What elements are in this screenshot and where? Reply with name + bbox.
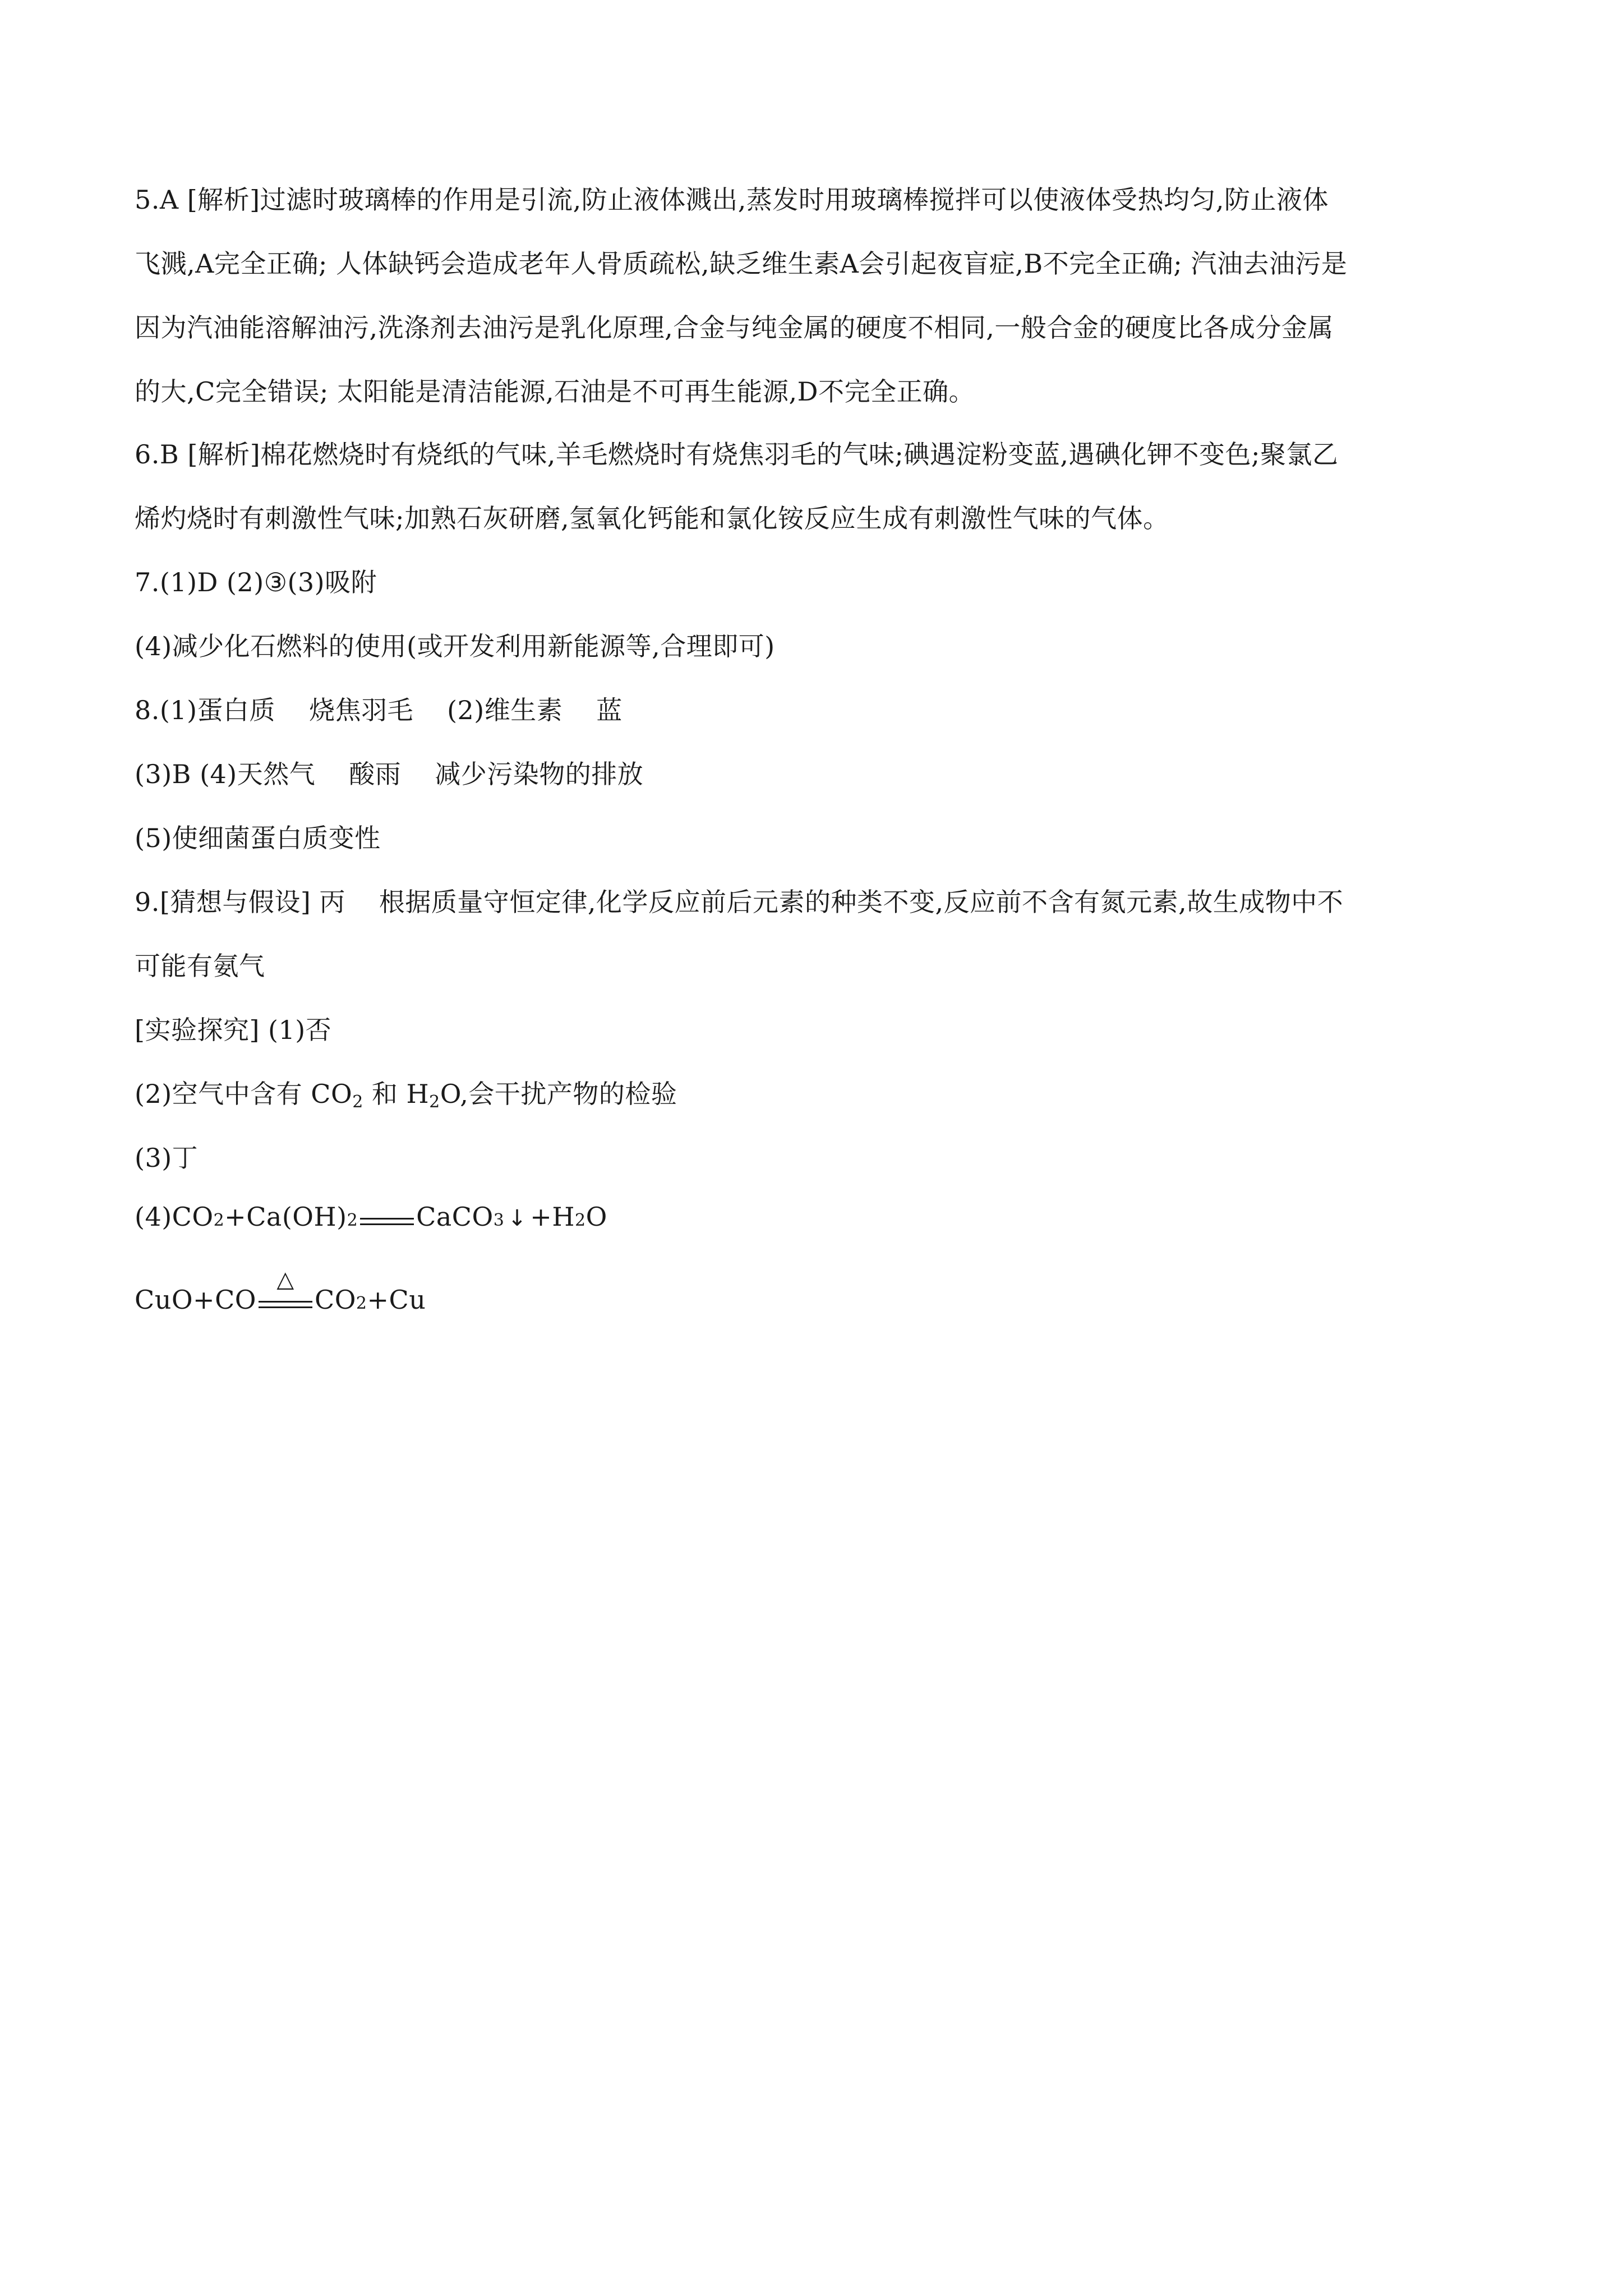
chemical-equation-2: CuO+CO △ CO 2 +Cu xyxy=(135,1267,426,1315)
q5-line-4: 的大,C完全错误; 太阳能是清洁能源,石油是不可再生能源,D不完全正确。 xyxy=(135,376,975,407)
q5-line-2: 飞溅,A完全正确; 人体缺钙会造成老年人骨质疏松,缺乏维生素A会引起夜盲症,B不完全正确; 汽油去油污是 xyxy=(135,249,1348,279)
q8-answer-4c: 减少污染物的排放 xyxy=(435,759,644,789)
chemical-equation-1: (4)CO 2 +Ca(OH) 2 CaCO 3 ↓ +H 2 O xyxy=(135,1202,607,1232)
equals-sign xyxy=(259,1267,312,1309)
q8-answer-2a: (2)维生素 xyxy=(447,695,563,725)
q9-line-4: (2)空气中含有 $CO_2$ 和 $H_2O$,会干扰产物的检验 xyxy=(135,1079,677,1112)
q9-line-5: (3)丁 xyxy=(135,1143,199,1173)
q9-line-1 xyxy=(135,882,1343,919)
equals-sign xyxy=(360,1217,414,1226)
q6-line-1: 6.B [解析]棉花燃烧时有烧纸的气味,羊毛燃烧时有烧焦羽毛的气味;碘遇淀粉变蓝,遇碘化钾不变色;聚氯乙 xyxy=(135,439,1339,470)
q8-line-1 xyxy=(135,690,623,727)
q7-line-2: (4)减少化石燃料的使用(或开发利用新能源等,合理即可) xyxy=(135,631,775,661)
heat-condition-icon: △ xyxy=(276,1267,294,1292)
q9-hypothesis: 9.[猜想与假设] 丙 xyxy=(135,887,345,917)
q8-answer-1b: 烧焦羽毛 xyxy=(309,695,414,725)
q8-line-2 xyxy=(135,754,643,791)
q7-line-1: 7.(1)D (2)③(3)吸附 xyxy=(135,567,377,597)
q8-answer-4b: 酸雨 xyxy=(349,759,402,789)
q5-line-1: 5.A [解析]过滤时玻璃棒的作用是引流,防止液体溅出,蒸发时用玻璃棒搅拌可以使液体受热均匀,防止液体 xyxy=(135,185,1329,215)
q9-line-2: 可能有氨气 xyxy=(135,951,265,981)
q6-line-2: 烯灼烧时有刺激性气味;加熟石灰研磨,氢氧化钙能和氯化铵反应生成有刺激性气味的气体。 xyxy=(135,503,1169,533)
q9-line-3: [实验探究] (1)否 xyxy=(135,1015,332,1045)
precipitate-arrow-icon: ↓ xyxy=(508,1205,527,1231)
q8-answer-2b: 蓝 xyxy=(596,695,623,725)
q5-line-3: 因为汽油能溶解油污,洗涤剂去油污是乳化原理,合金与纯金属的硬度不相同,一般合金的硬度比各成分金属 xyxy=(135,312,1334,343)
q8-answer-1a: 8.(1)蛋白质 xyxy=(135,695,276,725)
q9-reason: 根据质量守恒定律,化学反应前后元素的种类不变,反应前不含有氮元素,故生成物中不 xyxy=(379,887,1344,917)
q8-line-3: (5)使细菌蛋白质变性 xyxy=(135,823,381,853)
q8-answer-3-4a: (3)B (4)天然气 xyxy=(135,759,316,789)
